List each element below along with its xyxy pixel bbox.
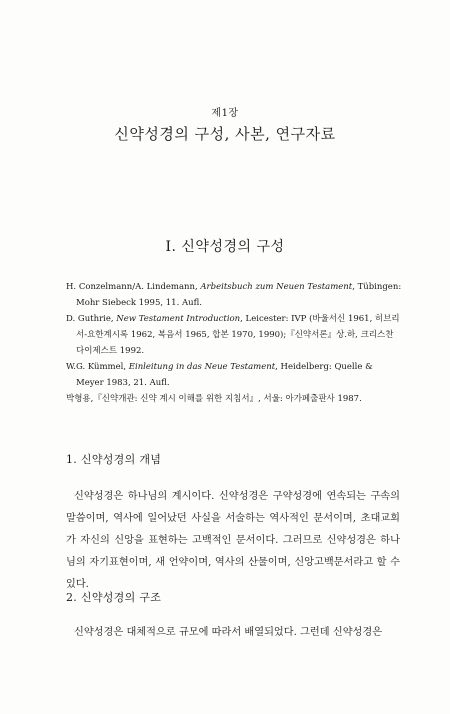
subsection-heading: 1. 신약성경의 개념 bbox=[66, 453, 162, 466]
body-paragraph: 신약성경은 대체적으로 규모에 따라서 배열되었다. 그런데 신약성경은 bbox=[74, 627, 383, 638]
bibliography-entry bbox=[66, 391, 402, 407]
bibliography bbox=[66, 279, 402, 407]
bibliography-entry bbox=[66, 311, 402, 359]
bib-author: D. Guthrie, bbox=[66, 314, 117, 324]
chapter-label: 제1장 bbox=[211, 108, 239, 119]
bib-title: New Testament Introduction bbox=[116, 314, 241, 324]
bib-author: W.G. Kümmel, bbox=[66, 362, 129, 372]
section-title: I. 신약성경의 구성 bbox=[165, 239, 285, 255]
bib-title: Arbeitsbuch zum Neuen Testament bbox=[200, 282, 353, 292]
chapter-title: 신약성경의 구성, 사본, 연구자료 bbox=[114, 125, 336, 143]
bibliography-entry bbox=[66, 359, 402, 391]
bibliography-entry bbox=[66, 279, 402, 311]
bib-publication: , Heidelberg: Quelle & Meyer 1983, 21. Aufl. bbox=[76, 362, 373, 388]
bib-author: 박형용,『신약개관: 신약 계시 이해를 위한 지침서』, 서울: 아가페출판사 1987. bbox=[66, 394, 362, 404]
body-paragraph: 신약성경은 하나님의 계시이다. 신약성경은 구약성경에 연속되는 구속의 말씀이며, 역사에 일어났던 사실을 서술하는 역사적인 문서이며, 초대교회가 자신의 신앙을 표현하는 고백적인 문서이다. 그러므로 신약성경은 하나님의 자기표현이며, 새 언약이며, 역사의 산물이며, 신앙고백문서라고 할 수 있다. bbox=[66, 491, 400, 590]
bib-author: H. Conzelmann/A. Lindemann, bbox=[66, 282, 201, 292]
subsection-heading: 2. 신약성경의 구조 bbox=[66, 591, 162, 604]
bib-publication: , Leicester: IVP (바울서신 1961, 히브리서-요한계시록 1962, 복음서 1965, 합본 1970, 1990);『신약서론』상.하, 크리스찬 다이제스트 1992. bbox=[76, 314, 400, 356]
bib-publication: , Tübingen: Mohr Siebeck 1995, 11. Aufl. bbox=[76, 282, 402, 308]
bib-title: Einleitung in das Neue Testament bbox=[128, 362, 276, 372]
